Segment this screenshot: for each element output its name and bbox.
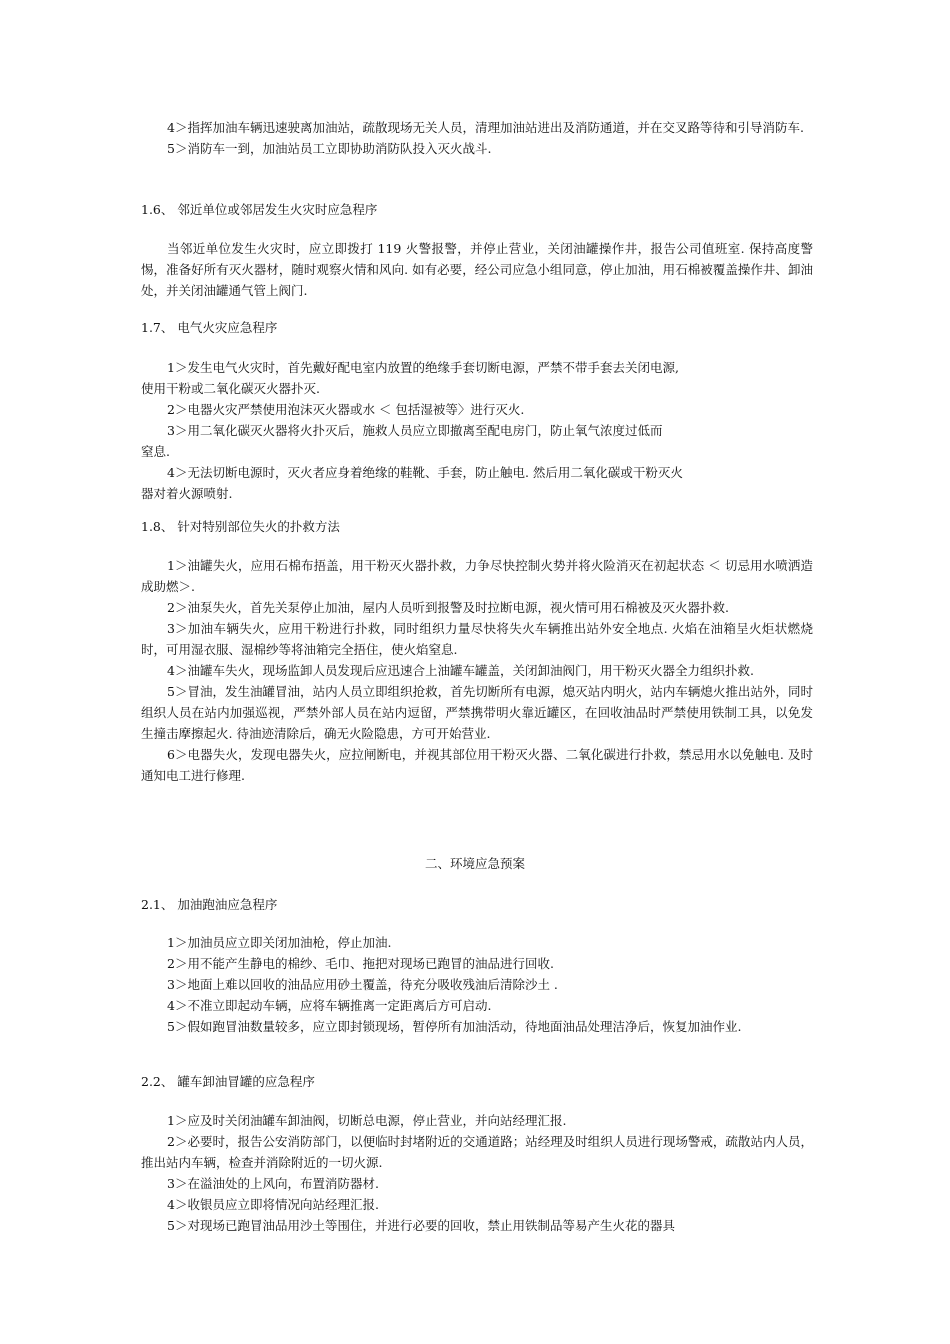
heading-2-1: 2.1、 加油跑油应急程序 [141,897,278,912]
paragraph-overflow: 5＞冒油，发生油罐冒油，站内人员立即组织抢救，首先切断所有电源，熄灭站内明火，站内车辆熄火推出站外，同时组织人员在站内加强巡视，严禁外部人员在站内逗留，严禁携带明火靠近罐区，在回收油品时严禁使用铁制工具，以免发生撞击摩擦起火. 待油迹清除后，确无火险隐患，方可开始营业. [141,684,813,741]
paragraph-pump-fire: 2＞油泵失火，首先关泵停止加油，屋内人员听到报警及时拉断电源，视火情可用石棉被及灭火器扑救. [167,600,729,615]
paragraph-step-5: 5＞消防车一到，加油站员工立即协助消防队投入灭火战斗. [167,141,492,156]
section-2-1 [141,932,813,1037]
paragraph-step-2: 2＞用不能产生静电的棉纱、毛巾、拖把对现场已跑冒的油品进行回收. [167,956,554,971]
paragraph-step-2: 2＞必要时，报告公安消防部门，以便临时封堵附近的交通道路；站经理及时组织人员进行现场警戒，疏散站内人员，推出站内车辆，检查并消除附近的一切火源. [141,1134,813,1170]
paragraph-step-1: 1＞加油员应立即关闭加油枪，停止加油. [167,935,392,950]
paragraph-step-3: 3＞在溢油处的上风向，布置消防器材. [167,1176,379,1191]
section-1-8 [141,555,813,786]
chapter-title-2: 二、环境应急预案 [424,856,525,871]
paragraph-step-4a: 4＞无法切断电源时，灭火者应身着绝缘的鞋靴、手套，防止触电. 然后用二氧化碳或干粉灭火 [167,465,683,480]
paragraph-step-4: 4＞指挥加油车辆迅速驶离加油站，疏散现场无关人员，清理加油站进出及消防通道，并在交叉路等待和引导消防车. [167,120,804,135]
paragraph-vehicle-fire: 3＞加油车辆失火，应用干粉进行扑救，同时组织力量尽快将失火车辆推出站外安全地点. 火焰在油箱呈火炬状燃烧时，可用湿衣服、湿棉纱等将油箱完全捂住，使火焰窒息. [141,621,813,657]
paragraph-step-3b: 窒息. [141,444,170,459]
heading-2-2: 2.2、 罐车卸油冒罐的应急程序 [141,1074,315,1089]
section-2-2 [141,1110,813,1236]
paragraph-step-3: 3＞地面上难以回收的油品应用砂土覆盖，待充分吸收残油后清除沙土 . [167,977,558,992]
paragraph-step-4b: 器对着火源喷射. [141,486,233,501]
paragraph-step-5: 5＞对现场已跑冒油品用沙土等围住，并进行必要的回收，禁止用铁制品等易产生火花的器具 [167,1218,675,1233]
heading-1-7: 1.7、 电气火灾应急程序 [141,320,278,335]
paragraph-step-1: 1＞应及时关闭油罐车卸油阀，切断总电源，停止营业，并向站经理汇报. [167,1113,567,1128]
paragraph-neighbor-fire: 当邻近单位发生火灾时，应立即拨打 119 火警报警，并停止营业，关闭油罐操作井，报告公司值班室. 保持高度警惕，准备好所有灭火器材，随时观察火情和风向. 如有必要，经公司应急小组同意，停止加油，用石棉被覆盖操作井、卸油处，并关闭油罐通气管上阀门. [141,241,813,298]
paragraph-step-3a: 3＞用二氧化碳灭火器将火扑灭后，施救人员应立即撤离至配电房门，防止氧气浓度过低而 [167,423,663,438]
heading-1-6: 1.6、 邻近单位或邻居发生火灾时应急程序 [141,202,378,217]
paragraph-step-1a: 1＞发生电气火灾时，首先戴好配电室内放置的绝缘手套切断电源，严禁不带手套去关闭电源, [167,360,679,375]
paragraph-step-4: 4＞收银员应立即将情况向站经理汇报. [167,1197,379,1212]
paragraph-step-2: 2＞电器火灾严禁使用泡沫灭火器或水 ＜ 包括湿被等〉进行灭火. [167,402,525,417]
paragraph-step-1b: 使用干粉或二氧化碳灭火器扑灭. [141,381,320,396]
paragraph-step-5: 5＞假如跑冒油数量较多，应立即封锁现场，暂停所有加油活动，待地面油品处理洁净后，恢复加油作业. [167,1019,742,1034]
paragraph-electrical-fire: 6＞电器失火，发现电器失火，应拉闸断电，并视其部位用干粉灭火器、二氧化碳进行扑救，禁忌用水以免触电. 及时通知电工进行修理. [141,747,813,783]
section-1-6 [141,238,813,301]
section-1-5-continued [141,117,813,159]
paragraph-tank-fire: 1＞油罐失火，应用石棉布捂盖，用干粉灭火器扑救，力争尽快控制火势并将火险消灭在初起状态 ＜ 切忌用水喷洒造成助燃＞. [141,558,813,594]
section-1-7 [141,357,813,504]
paragraph-step-4: 4＞不准立即起动车辆，应将车辆推离一定距离后方可启动. [167,998,492,1013]
heading-1-8: 1.8、 针对特别部位失火的扑救方法 [141,519,340,534]
paragraph-tanker-fire: 4＞油罐车失火，现场监卸人员发现后应迅速合上油罐车罐盖，关闭卸油阀门，用干粉灭火器全力组织扑救. [167,663,754,678]
